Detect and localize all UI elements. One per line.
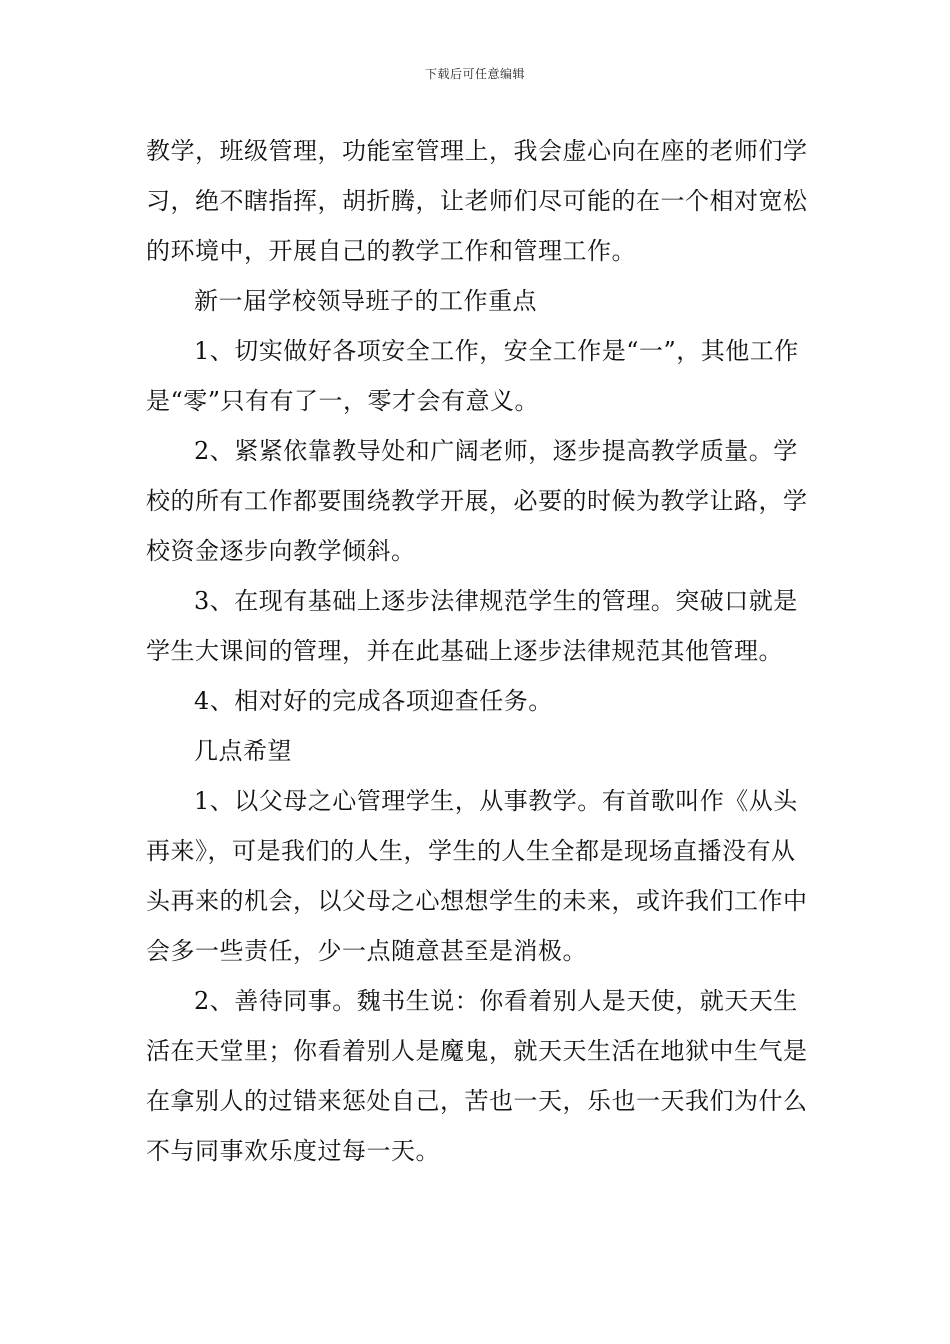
paragraph-intro-continuation: 教学，班级管理，功能室管理上，我会虚心向在座的老师们学习，绝不瞎指挥，胡折腾，让老师们尽可能的在一个相对宽松的环境中，开展自己的教学工作和管理工作。 [146, 137, 808, 265]
paragraph-hope-item-2: 2、善待同事。魏书生说：你看着别人是天使，就天天生活在天堂里；你看着别人是魔鬼，就天天生活在地狱中生气是在拿别人的过错来惩处自己，苦也一天，乐也一天我们为什么不与同事欢乐度过每一天。 [146, 987, 808, 1165]
paragraph-focus-item-4: 4、相对好的完成各项迎查任务。 [194, 687, 553, 715]
section-heading-work-focus: 新一届学校领导班子的工作重点 [194, 287, 537, 315]
paragraph-focus-item-3: 3、在现有基础上逐步法律规范学生的管理。突破口就是学生大课间的管理，并在此基础上逐步法律规范其他管理。 [146, 587, 798, 665]
header-note: 下载后可任意编辑 [424, 67, 525, 81]
paragraph-hope-item-1: 1、以父母之心管理学生，从事教学。有首歌叫作《从头再来》，可是我们的人生，学生的人生全都是现场直播没有从头再来的机会，以父母之心想想学生的未来，或许我们工作中会多一些责任，少一点随意甚至是消极。 [146, 787, 808, 965]
section-heading-hopes: 几点希望 [194, 737, 292, 765]
paragraph-focus-item-1: 1、切实做好各项安全工作，安全工作是“一”，其他工作是“零”只有有了一，零才会有意义。 [146, 337, 799, 415]
document-body [146, 126, 808, 1176]
paragraph-focus-item-2: 2、紧紧依靠教导处和广阔老师，逐步提高教学质量。学校的所有工作都要围绕教学开展，必要的时候为教学让路，学校资金逐步向教学倾斜。 [146, 437, 808, 565]
